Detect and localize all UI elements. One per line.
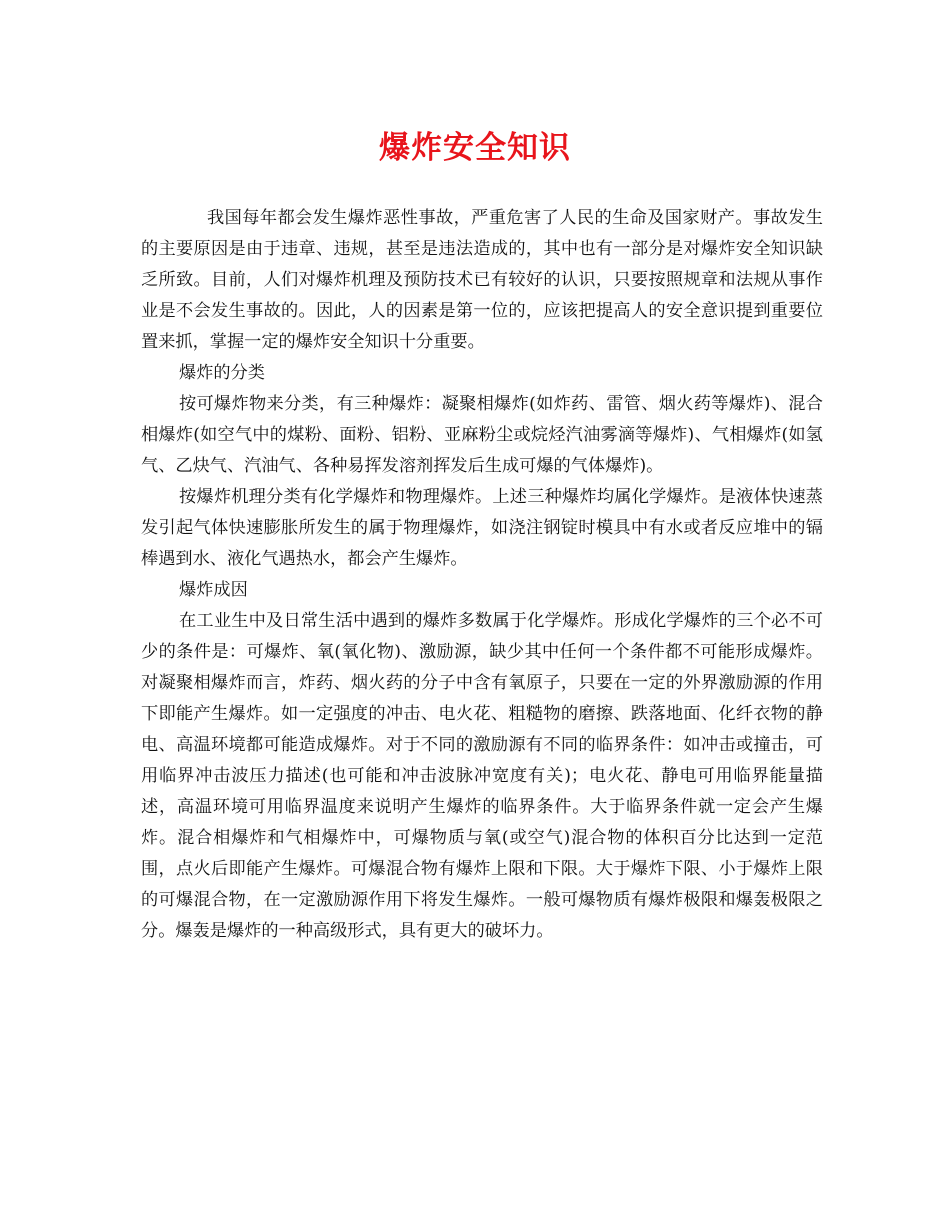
classification-paragraph-1: 按可爆炸物来分类，有三种爆炸：凝聚相爆炸(如炸药、雷管、烟火药等爆炸)、混合相爆炸(如空气中的煤粉、面粉、铝粉、亚麻粉尘或烷烃汽油雾滴等爆炸)、气相爆炸(如氢气、乙炔气、汽油气、各种易挥发溶剂挥发后生成可爆的气体爆炸)。: [141, 394, 823, 476]
classification-paragraph-2: 按爆炸机理分类有化学爆炸和物理爆炸。上述三种爆炸均属化学爆炸。是液体快速蒸发引起气体快速膨胀所发生的属于物理爆炸，如浇注钢锭时模具中有水或者反应堆中的镉棒遇到水、液化气遇热水，都会产生爆炸。: [141, 487, 823, 569]
document-body: [141, 203, 823, 947]
document-title: 爆炸安全知识: [379, 130, 571, 166]
section-heading-causes: 爆炸成因: [179, 580, 248, 600]
intro-paragraph: 我国每年都会发生爆炸恶性事故，严重危害了人民的生命及国家财产。事故发生的主要原因是由于违章、违规，甚至是违法造成的，其中也有一部分是对爆炸安全知识缺乏所致。目前，人们对爆炸机理及预防技术已有较好的认识，只要按照规章和法规从事作业是不会发生事故的。因此，人的因素是第一位的，应该把提高人的安全意识提到重要位置来抓，掌握一定的爆炸安全知识十分重要。: [141, 208, 823, 352]
section-heading-classification: 爆炸的分类: [179, 363, 265, 383]
causes-paragraph: 在工业生中及日常生活中遇到的爆炸多数属于化学爆炸。形成化学爆炸的三个必不可少的条件是：可爆炸、氧(氧化物)、激励源，缺少其中任何一个条件都不可能形成爆炸。对凝聚相爆炸而言，炸药、烟火药的分子中含有氧原子，只要在一定的外界激励源的作用下即能产生爆炸。如一定强度的冲击、电火花、粗糙物的磨擦、跌落地面、化纤衣物的静电、高温环境都可能造成爆炸。对于不同的激励源有不同的临界条件：如冲击或撞击，可用临界冲击波压力描述(也可能和冲击波脉冲宽度有关)；电火花、静电可用临界能量描述，高温环境可用临界温度来说明产生爆炸的临界条件。大于临界条件就一定会产生爆炸。混合相爆炸和气相爆炸中，可爆物质与氧(或空气)混合物的体积百分比达到一定范围，点火后即能产生爆炸。可爆混合物有爆炸上限和下限。大于爆炸下限、小于爆炸上限的可爆混合物，在一定激励源作用下将发生爆炸。一般可爆物质有爆炸极限和爆轰极限之分。爆轰是爆炸的一种高级形式，具有更大的破坏力。: [141, 611, 823, 941]
